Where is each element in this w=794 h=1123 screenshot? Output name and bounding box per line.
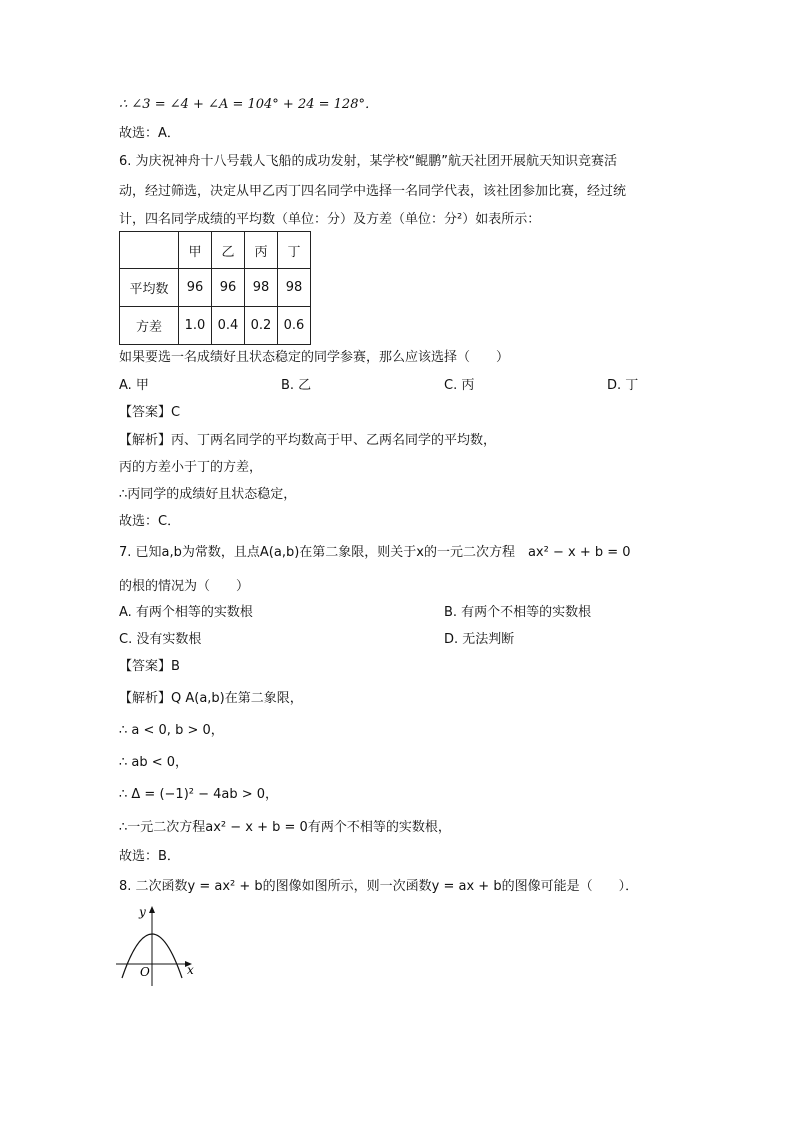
q7-stem-line2: 的根的情况为（ ） [119, 579, 250, 594]
q6-choice: 故选：C． [119, 514, 181, 529]
table-cell: 96 [212, 269, 245, 307]
q7-analysis-4: ∴ Δ = (−1)² − 4ab > 0， [119, 787, 279, 802]
q6-option-a: A. 甲 [119, 378, 149, 393]
q6-analysis-2: 丙的方差小于丁的方差， [119, 460, 263, 475]
q7-option-c: C. 没有实数根 [119, 632, 202, 647]
table-header-cell: 甲 [179, 232, 212, 269]
q6-analysis-3: ∴丙同学的成绩好且状态稳定， [119, 487, 297, 502]
prev-conclusion: ∴ ∠3 = ∠4 + ∠A = 104° + 24 = 128°． [119, 97, 378, 112]
q7-stem-line1: 7. 已知a,b为常数，且点A(a,b)在第二象限，则关于x的一元二次方程 ax² − x + b = 0 [119, 545, 631, 560]
q7-choice: 故选：B． [119, 849, 180, 864]
y-axis-label: y [139, 905, 146, 919]
q6-stem-line2: 动，经过筛选，决定从甲乙丙丁四名同学中选择一名同学代表，该社团参加比赛，经过统 [119, 184, 627, 199]
q6-stem-line3: 计，四名同学成绩的平均数（单位：分）及方差（单位：分²）如表所示： [119, 212, 541, 227]
q7-analysis-1: 【解析】Q A(a,b)在第二象限， [119, 691, 303, 706]
q6-question: 如果要选一名成绩好且状态稳定的同学参赛，那么应该选择（ ） [119, 350, 510, 365]
q6-analysis-1: 【解析】丙、丁两名同学的平均数高于甲、乙两名同学的平均数， [119, 433, 497, 448]
q7-analysis-5: ∴一元二次方程ax² − x + b = 0有两个不相等的实数根， [119, 820, 451, 835]
q8-stem: 8. 二次函数y = ax² + b的图像如图所示，则一次函数y = ax + b的图像可能是（ ）． [119, 879, 639, 894]
table-cell: 96 [179, 269, 212, 307]
table-header-cell: 丁 [278, 232, 311, 269]
q6-option-b: B. 乙 [281, 378, 312, 393]
q7-option-b: B. 有两个不相等的实数根 [444, 605, 592, 620]
table-cell: 0.2 [245, 307, 278, 345]
q6-option-d: D. 丁 [607, 378, 639, 393]
scores-table [119, 231, 311, 345]
origin-label: O [140, 965, 150, 979]
table-cell: 0.6 [278, 307, 311, 345]
q7-option-d: D. 无法判断 [444, 632, 515, 647]
q6-option-c: C. 丙 [444, 378, 475, 393]
table-row [120, 269, 311, 307]
q7-answer: 【答案】B [119, 659, 180, 674]
prev-choice: 故选：A． [119, 126, 180, 141]
table-cell: 1.0 [179, 307, 212, 345]
q7-analysis-3: ∴ ab < 0， [119, 755, 189, 770]
table-row [120, 307, 311, 345]
x-axis-label: x [187, 963, 194, 977]
table-row-label: 方差 [120, 307, 179, 345]
table-corner-cell [120, 232, 179, 269]
q7-option-a: A. 有两个相等的实数根 [119, 605, 253, 620]
table-header-cell: 乙 [212, 232, 245, 269]
parabola-graph [112, 902, 202, 988]
table-row-label: 平均数 [120, 269, 179, 307]
q6-answer: 【答案】C [119, 405, 181, 420]
q6-stem-line1: 6. 为庆祝神舟十八号载人飞船的成功发射，某学校“鲲鹏”航天社团开展航天知识竞赛活 [119, 154, 618, 169]
table-header-row [120, 232, 311, 269]
table-cell: 0.4 [212, 307, 245, 345]
table-cell: 98 [278, 269, 311, 307]
q7-analysis-2: ∴ a < 0, b > 0， [119, 723, 224, 738]
table-header-cell: 丙 [245, 232, 278, 269]
table-cell: 98 [245, 269, 278, 307]
y-axis-arrow [149, 906, 155, 913]
